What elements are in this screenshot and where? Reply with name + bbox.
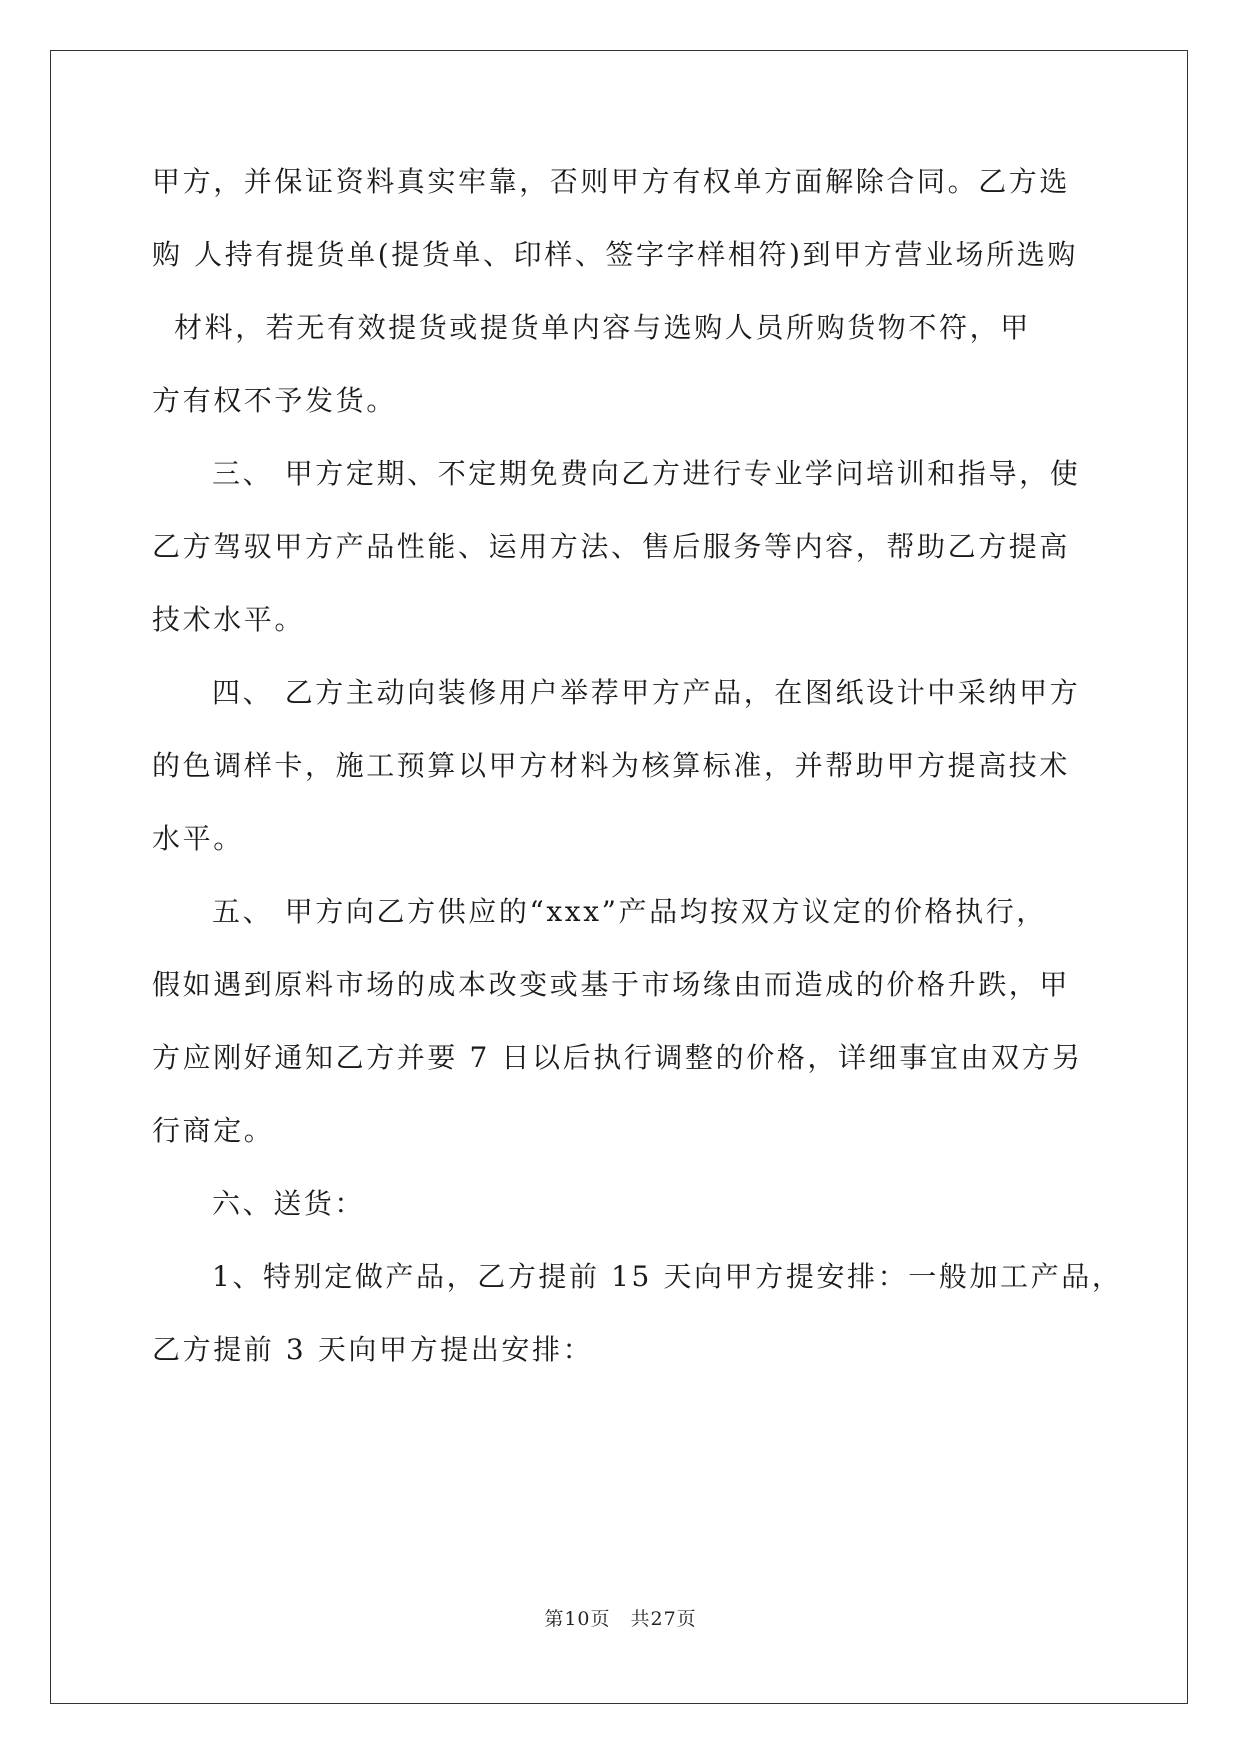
text-line: 购 人持有提货单(提货单、印样、签字字样相符)到甲方营业场所选购 xyxy=(152,238,1078,271)
text-line: 三、 甲方定期、不定期免费向乙方进行专业学问培训和指导，使 xyxy=(212,457,1081,490)
text-line: 1、特别定做产品，乙方提前 15 天向甲方提安排：一般加工产品， xyxy=(212,1260,1123,1293)
page-number: 第10页 共27页 xyxy=(544,1608,697,1630)
text-line: 四、 乙方主动向装修用户举荐甲方产品，在图纸设计中采纳甲方 xyxy=(212,676,1081,709)
text-line: 行商定。 xyxy=(152,1114,275,1147)
text-line: 的色调样卡，施工预算以甲方材料为核算标准，并帮助甲方提高技术 xyxy=(152,749,1071,782)
text-line: 技术水平。 xyxy=(152,603,306,636)
text-line: 五、 甲方向乙方供应的“xxx”产品均按双方议定的价格执行， xyxy=(212,895,1047,928)
text-line: 材料，若无有效提货或提货单内容与选购人员所购货物不符，甲 xyxy=(174,311,1031,344)
text-line: 甲方，并保证资料真实牢靠，否则甲方有权单方面解除合同。乙方选 xyxy=(152,165,1071,198)
text-line: 乙方提前 3 天向甲方提出安排： xyxy=(152,1333,594,1366)
text-line: 六、送货： xyxy=(212,1187,366,1220)
text-line: 方应刚好通知乙方并要 7 日以后执行调整的价格，详细事宜由双方另 xyxy=(152,1041,1083,1074)
text-line: 假如遇到原料市场的成本改变或基于市场缘由而造成的价格升跌，甲 xyxy=(152,968,1071,1001)
text-line: 方有权不予发货。 xyxy=(152,384,397,417)
text-line: 乙方驾驭甲方产品性能、运用方法、售后服务等内容，帮助乙方提高 xyxy=(152,530,1071,563)
page-border xyxy=(50,50,1188,1704)
text-line: 水平。 xyxy=(152,822,244,855)
